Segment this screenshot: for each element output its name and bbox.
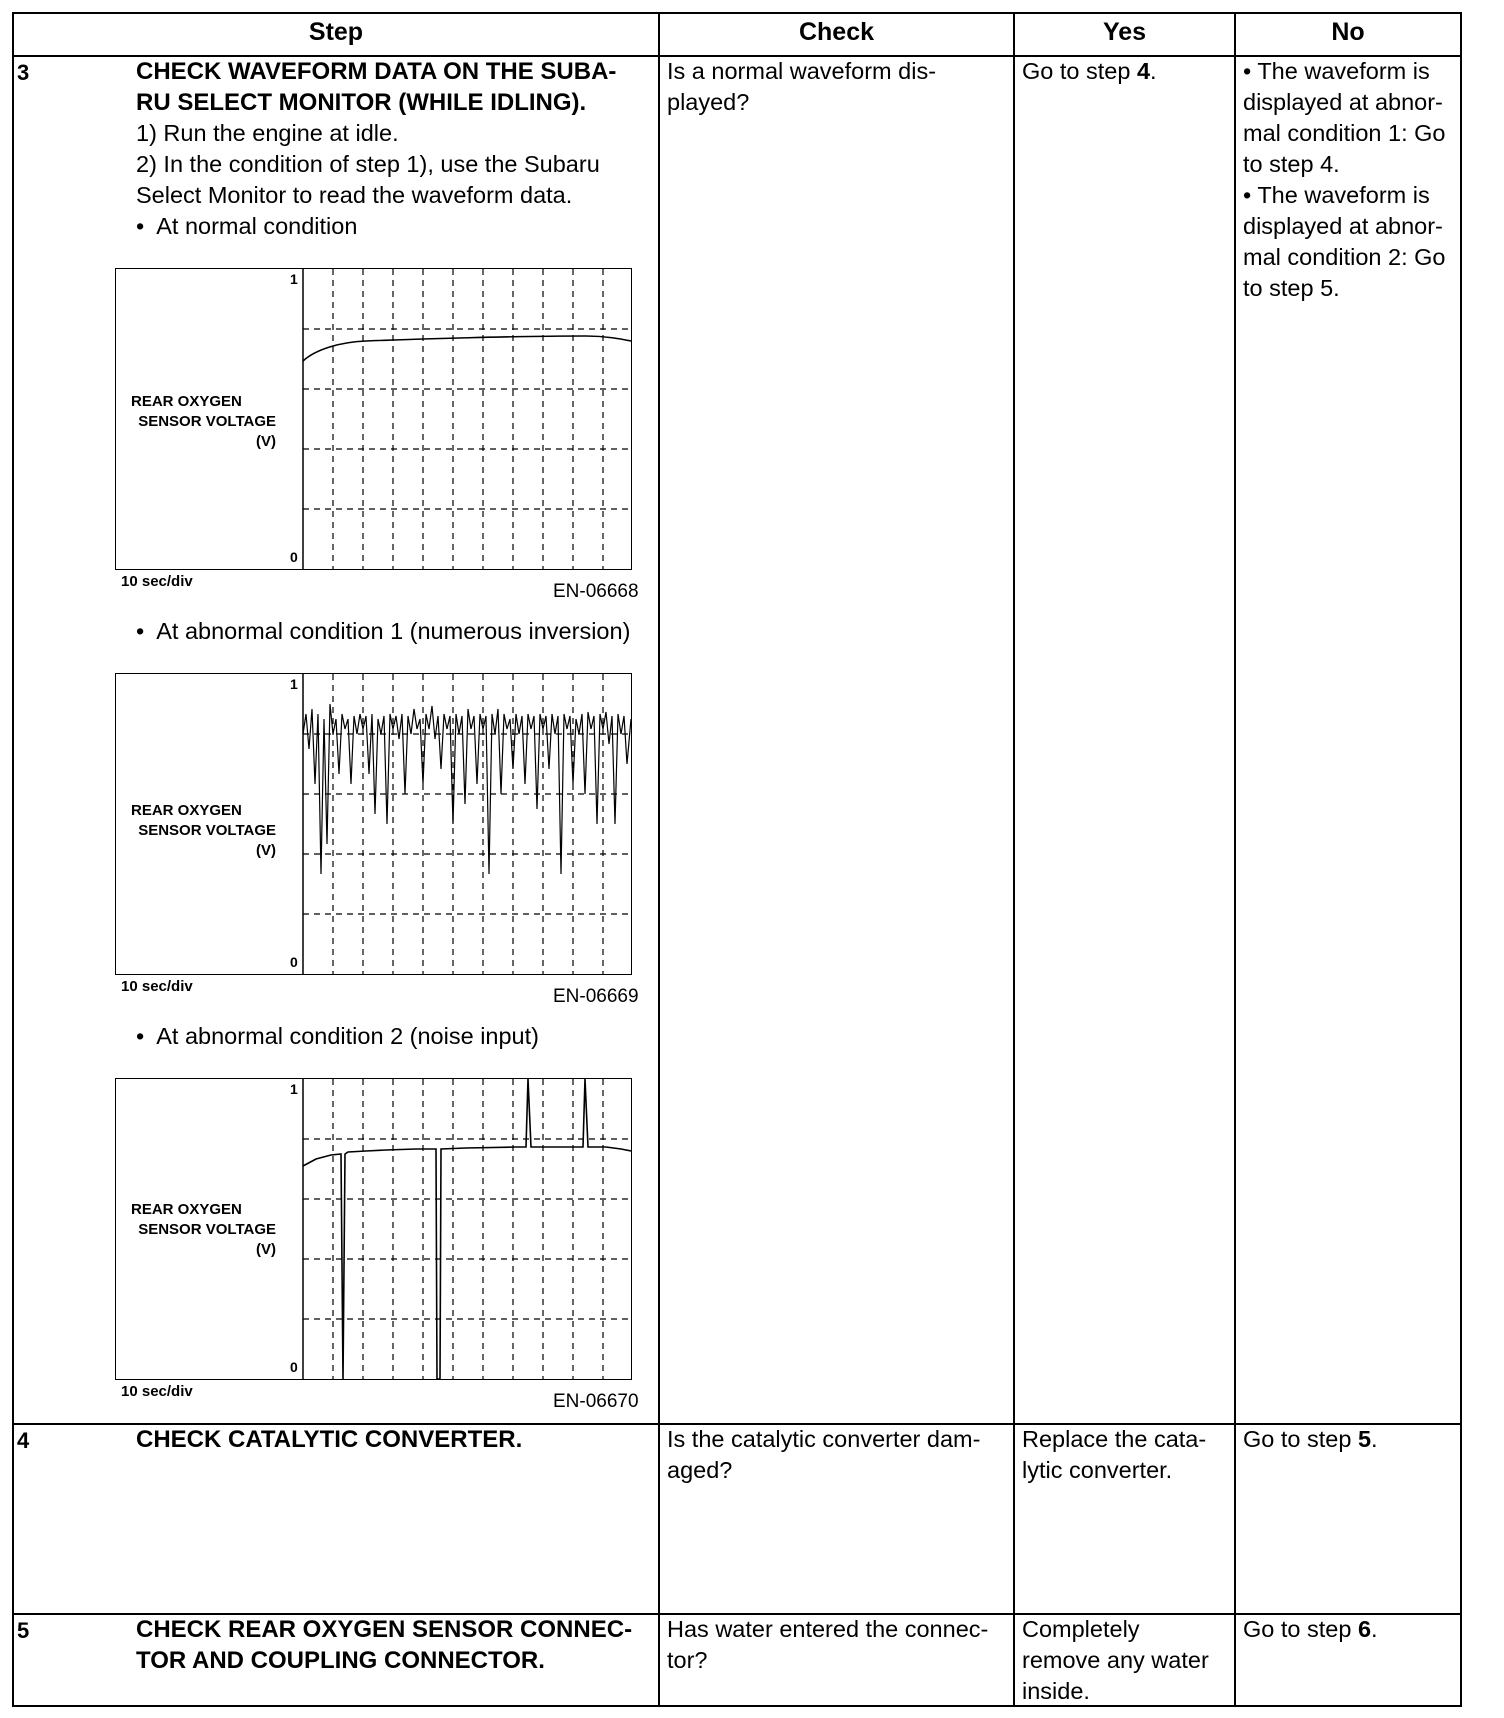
substep-1: 1) Run the engine at idle. xyxy=(136,120,399,146)
check-text-line2: tor? xyxy=(667,1647,708,1673)
figure-code: EN-06670 xyxy=(553,1391,639,1412)
no-line-2: displayed at abnor- xyxy=(1243,89,1443,115)
y-label-line1: REAR OXYGEN xyxy=(131,393,242,410)
check-text-line1: Is the catalytic converter dam- xyxy=(667,1426,981,1452)
y-max-tick: 1 xyxy=(290,271,298,287)
chart-plot-area xyxy=(116,1079,631,1379)
condition-abnormal-2: • At abnormal condition 2 (noise input) xyxy=(136,1021,539,1052)
header-yes: Yes xyxy=(1102,18,1147,46)
table-top-border xyxy=(12,12,1462,14)
substep-2-cont: Select Monitor to read the waveform data. xyxy=(136,182,573,208)
y-label-line3: (V) xyxy=(256,1241,276,1258)
step-title-line1: CHECK WAVEFORM DATA ON THE SUBA- xyxy=(136,58,617,85)
col-divider-yes-no xyxy=(1234,12,1236,1707)
yes-text-line1: Replace the cata- xyxy=(1022,1426,1207,1452)
yes-text xyxy=(1022,56,1157,87)
waveform-chart-normal xyxy=(115,268,632,570)
y-label-line3: (V) xyxy=(256,433,276,450)
step-number: 4 xyxy=(17,1428,30,1453)
figure-code: EN-06669 xyxy=(553,986,639,1007)
y-min-tick: 0 xyxy=(290,1359,298,1375)
yes-step-ref: 4 xyxy=(1136,58,1151,84)
y-min-tick: 0 xyxy=(290,549,298,565)
no-text xyxy=(1243,1424,1378,1455)
waveform-trace xyxy=(303,704,631,874)
step-title-line2: TOR AND COUPLING CONNECTOR. xyxy=(136,1647,545,1674)
yes-prefix: Go to step xyxy=(1022,58,1137,84)
figure-code: EN-06668 xyxy=(553,581,639,602)
substep-2: 2) In the condition of step 1), use the Subaru xyxy=(136,151,600,177)
no-suffix: . xyxy=(1371,1426,1378,1452)
no-line-1: • The waveform is xyxy=(1243,58,1430,84)
step-number: 3 xyxy=(17,60,30,85)
yes-suffix: . xyxy=(1150,58,1157,84)
no-step-ref: 5 xyxy=(1357,1426,1372,1452)
table-left-border xyxy=(12,12,14,1707)
header-check: Check xyxy=(798,18,875,46)
waveform-trace xyxy=(303,336,631,361)
no-prefix: Go to step xyxy=(1243,1616,1358,1642)
y-max-tick: 1 xyxy=(290,676,298,692)
step-title-line1: CHECK CATALYTIC CONVERTER. xyxy=(136,1426,523,1453)
header-no: No xyxy=(1331,18,1365,46)
no-prefix: Go to step xyxy=(1243,1426,1358,1452)
condition-normal: • At normal condition xyxy=(136,211,357,242)
y-label-line3: (V) xyxy=(256,842,276,859)
y-max-tick: 1 xyxy=(290,1081,298,1097)
chart-x-scale: 10 sec/div xyxy=(121,978,193,995)
waveform-chart-abnormal-1 xyxy=(115,673,632,975)
check-text-line1: Has water entered the connec- xyxy=(667,1616,989,1642)
check-text-line1: Is a normal waveform dis- xyxy=(667,58,937,84)
step-number: 5 xyxy=(17,1618,30,1643)
waveform-chart-abnormal-2 xyxy=(115,1078,632,1380)
no-line-4: to step 4. xyxy=(1243,151,1340,177)
chart-plot-area xyxy=(116,269,631,569)
chart-x-scale: 10 sec/div xyxy=(121,573,193,590)
no-line-3: mal condition 1: Go xyxy=(1243,120,1446,146)
y-label-line2: SENSOR VOLTAGE xyxy=(138,413,276,430)
col-divider-step-check xyxy=(658,12,660,1707)
no-line-6: displayed at abnor- xyxy=(1243,213,1443,239)
no-line-5: • The waveform is xyxy=(1243,182,1430,208)
chart-x-scale: 10 sec/div xyxy=(121,1383,193,1400)
y-label-line1: REAR OXYGEN xyxy=(131,1201,242,1218)
no-line-8: to step 5. xyxy=(1243,275,1340,301)
y-label-line2: SENSOR VOLTAGE xyxy=(138,1221,276,1238)
yes-text-line2: remove any water xyxy=(1022,1647,1209,1673)
y-label-line1: REAR OXYGEN xyxy=(131,802,242,819)
step-title-line1: CHECK REAR OXYGEN SENSOR CONNEC- xyxy=(136,1616,633,1643)
no-step-ref: 6 xyxy=(1357,1616,1372,1642)
col-divider-check-yes xyxy=(1013,12,1015,1707)
yes-text-line2: lytic converter. xyxy=(1022,1457,1173,1483)
y-min-tick: 0 xyxy=(290,954,298,970)
check-text-line2: aged? xyxy=(667,1457,733,1483)
check-text-line2: played? xyxy=(667,89,750,115)
yes-text-line3: inside. xyxy=(1022,1678,1090,1704)
no-line-7: mal condition 2: Go xyxy=(1243,244,1446,270)
yes-text-line1: Completely xyxy=(1022,1616,1140,1642)
condition-abnormal-1: • At abnormal condition 1 (numerous inversion) xyxy=(136,616,630,647)
waveform-trace xyxy=(303,1079,631,1379)
table-right-border xyxy=(1460,12,1462,1707)
step-title-line2: RU SELECT MONITOR (WHILE IDLING). xyxy=(136,89,587,116)
header-step: Step xyxy=(308,18,364,46)
table-bottom-border xyxy=(12,1705,1462,1707)
chart-plot-area xyxy=(116,674,631,974)
no-suffix: . xyxy=(1371,1616,1378,1642)
no-text xyxy=(1243,1614,1378,1645)
y-label-line2: SENSOR VOLTAGE xyxy=(138,822,276,839)
